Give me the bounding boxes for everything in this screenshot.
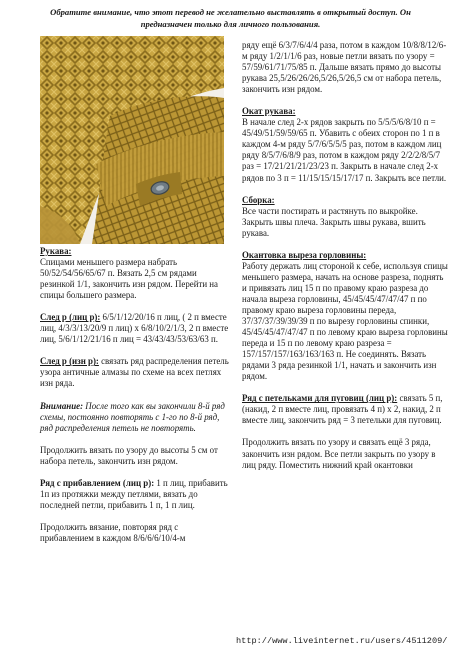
assembly-text: Все части постирать и растянуть по выкройке. Закрыть швы плеча. Закрыть швы рукава, вшить рукава. [242,205,426,238]
buttonhole-text: связать 5 п, (накид, 2 п вместе лиц, провязать 4 п) х 2, накид, 2 п вместе лиц, закончить ряд = 3 петельки для пуговиц. [242,393,443,426]
continuation-text: ряду ещё 6/3/7/6/4/4 раза, потом в каждом 10/8/8/12/6-м ряду 1/2/1/1/6 раз, новые петли вязать по узору = 57/59/61/71/75/85 п. Дальше вязать прямо до высоты рукава 25,5/26/26/26,5/26,5/26,5 см от набора петель, закончить изн рядом. [242,40,447,95]
final-text: Продолжить вязать по узору и связать ещё 3 ряда, закончить изн рядом. Все петли закрыть по узору в лиц ряду. Поместить нижний край окантовки [242,437,436,470]
sleeve-cap-heading: Окат рукава: [242,106,296,117]
left-column [40,246,230,544]
row1-paragraph [40,312,230,345]
row1-text: 6/5/1/12/20/16 п лиц, ( 2 п вместе лиц, 4/3/3/13/20/9 п лиц) х 6/8/10/2/1/3, 2 п вместе лиц, 5/6/1/12/21/16 п лиц = 43/43/43/53/63/63 п. [40,312,229,345]
source-url: http://www.liveinternet.ru/users/4511209/ [236,636,448,646]
assembly-heading: Сборка: [242,194,275,205]
increase-paragraph [40,478,230,511]
increase-label: Ряд с прибавлением (лиц р): [40,477,155,488]
sleeves-text: Спицами меньшего размера набрать 50/52/54/56/65/67 п. Вязать 2,5 см рядами резинкой 1/1, закончить изн рядом. Перейти на спицы большего размера. [40,257,218,301]
attention-paragraph [40,401,230,434]
translation-notice [6,6,455,30]
sleeves-heading: Рукава: [40,246,72,256]
attention-text: После того как вы закончили 8-й ряд схемы, постоянно повторять с 1-го по 8-й ряд, ряд распределения петель не повторять. [40,400,225,433]
attention-label: Внимание: [40,400,84,411]
notice-line-2: предназначен только для личного пользования. [140,19,321,29]
sleeve-cap-text: В начале след 2-х рядов закрыть по 5/5/5/6/8/10 п = 45/49/51/59/59/65 п. Убавить с обеих сторон по 1 п в каждом 4-м ряду 5/7/6/5/5/5 раз, потом в каждом лиц ряду 8/5/7/6/8/9 раз, потом в каждом ряду 2/2/2/8/5/7 раз = 17/21/21/21/23/23 п. Закрыть в начале след 2-х рядов по 3 п = 11/15/15/15/17/17 п. Закрыть все петли. [242,117,447,183]
neckline-heading: Окантовка выреза горловины: [242,249,367,260]
notice-line-1: Обратите внимание, что этот перевод не желательно выставлять в открытый доступ. Он [50,7,411,17]
neckline-text: Работу держать лиц стороной к себе, используя спицы меньшего размера, начать на основе разреза, поднять и привязать лиц 15 п по правому краю разреза до начала выреза горловины, 45/45/45/47/47/47 п по правому краю выреза горловины переда, 37/37/37/39/39/39 п по вырезу горловины спинки, 45/45/45/47/47/47 п по левому краю выреза горловины переда и 15 п по левому краю разреза = 157/157/157/163/163/163 п. Не соединять. Вязать рядами 3 ряда резинкой 1/1, начать и закончить изн рядом. [242,260,448,382]
continue-paragraph-1: Продолжить вязать по узору до высоты 5 см от набора петель, закончить изн рядом. [40,444,218,466]
sweater-sleeve-photo [40,36,224,244]
increase-text: 1 п лиц, прибавить 1п из протяжки между петлями, вязать до последней петли, прибавить 1 п, 1 п лиц. [40,477,228,510]
row2-text: связать ряд распределения петель узора античные алмазы по схеме на всех петлях изн ряда. [40,356,229,389]
right-column [242,40,450,471]
buttonhole-paragraph [242,393,450,426]
row2-paragraph [40,356,230,389]
continue-paragraph-2: Продолжить вязание, повторяя ряд с прибавлением в каждом 8/6/6/6/10/4-м [40,521,186,543]
row1-label: След р (лиц р): [40,312,101,323]
knit-photo-illustration [40,36,224,244]
buttonhole-label: Ряд с петельками для пуговиц (лиц р): [242,393,398,404]
row2-label: След р (изн р): [40,356,99,367]
